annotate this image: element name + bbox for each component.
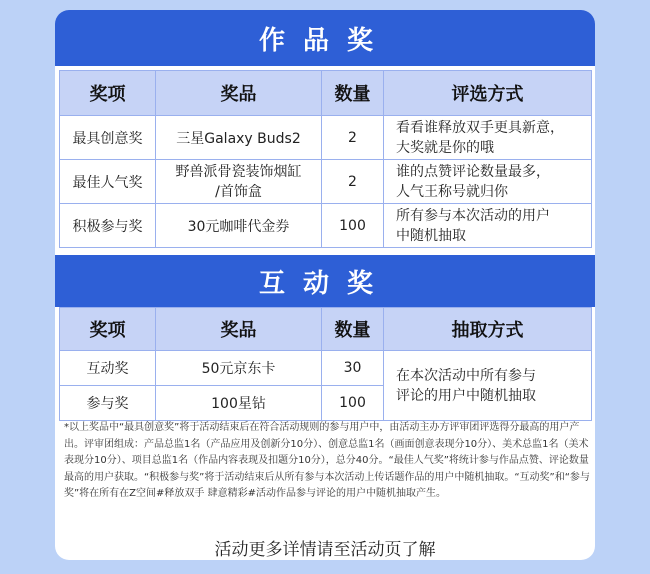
award-name: 最佳人气奖 [60, 160, 156, 204]
award-name: 互动奖 [60, 351, 156, 386]
table-row [60, 160, 592, 204]
prize-quantity: 100 [322, 204, 384, 248]
prize-name: 50元京东卡 [156, 351, 322, 386]
table-header-row [60, 71, 592, 116]
header-prize: 奖品 [156, 71, 322, 116]
header-award: 奖项 [60, 308, 156, 351]
table-row [60, 351, 592, 386]
prize-quantity: 30 [322, 351, 384, 386]
header-quantity: 数量 [322, 308, 384, 351]
prize-name: 30元咖啡代金券 [156, 204, 322, 248]
draw-method: 在本次活动中所有参与 评论的用户中随机抽取 [384, 351, 592, 421]
interaction-award-table [59, 307, 592, 421]
prize-name: 野兽派骨瓷装饰烟缸 /首饰盒 [156, 160, 322, 204]
rules-text: *以上奖品中“最具创意奖”将于活动结束后在符合活动规则的参与用户中，由活动主办方评审团评选得分最高的用户产出。评审团组成：产品总监1名（产品应用及创新分10分）、创意总监1名（画面创意表现分10分）、美术总监1名（美术表现分10分）、项目总监1名（作品内容表现及扣题分10分），总分40分。“最佳人气奖”将统计参与作品点赞、评论数量最高的用户获取。“积极参与奖”将于活动结束后从所有参与本次活动上传话题作品的用户中随机抽取。“互动奖”和“参与奖”将在所有在Z空间#释放双手 肆意精彩#活动作品参与评论的用户中随机抽取产生。 [64, 422, 590, 499]
interaction-award-banner [55, 255, 595, 307]
works-award-title: 作品奖 [258, 25, 391, 56]
award-name: 最具创意奖 [60, 116, 156, 160]
footer-note: 活动更多详情请至活动页了解 [214, 540, 436, 560]
award-name: 参与奖 [60, 386, 156, 421]
selection-method: 所有参与本次活动的用户 中随机抽取 [384, 204, 592, 248]
table-header-row [60, 308, 592, 351]
table-row [60, 204, 592, 248]
prize-quantity: 2 [322, 160, 384, 204]
selection-method: 谁的点赞评论数量最多， 人气王称号就归你 [384, 160, 592, 204]
selection-method: 看看谁释放双手更具新意， 大奖就是你的哦 [384, 116, 592, 160]
header-prize: 奖品 [156, 308, 322, 351]
prize-quantity: 2 [322, 116, 384, 160]
award-name: 积极参与奖 [60, 204, 156, 248]
interaction-award-title: 互动奖 [258, 268, 391, 299]
works-award-banner [55, 10, 595, 66]
header-award: 奖项 [60, 71, 156, 116]
table-row [60, 116, 592, 160]
header-method: 评选方式 [384, 71, 592, 116]
header-quantity: 数量 [322, 71, 384, 116]
prize-quantity: 100 [322, 386, 384, 421]
header-draw-method: 抽取方式 [384, 308, 592, 351]
prize-name: 100星钻 [156, 386, 322, 421]
prize-name: 三星Galaxy Buds2 [156, 116, 322, 160]
works-award-table [59, 70, 592, 248]
